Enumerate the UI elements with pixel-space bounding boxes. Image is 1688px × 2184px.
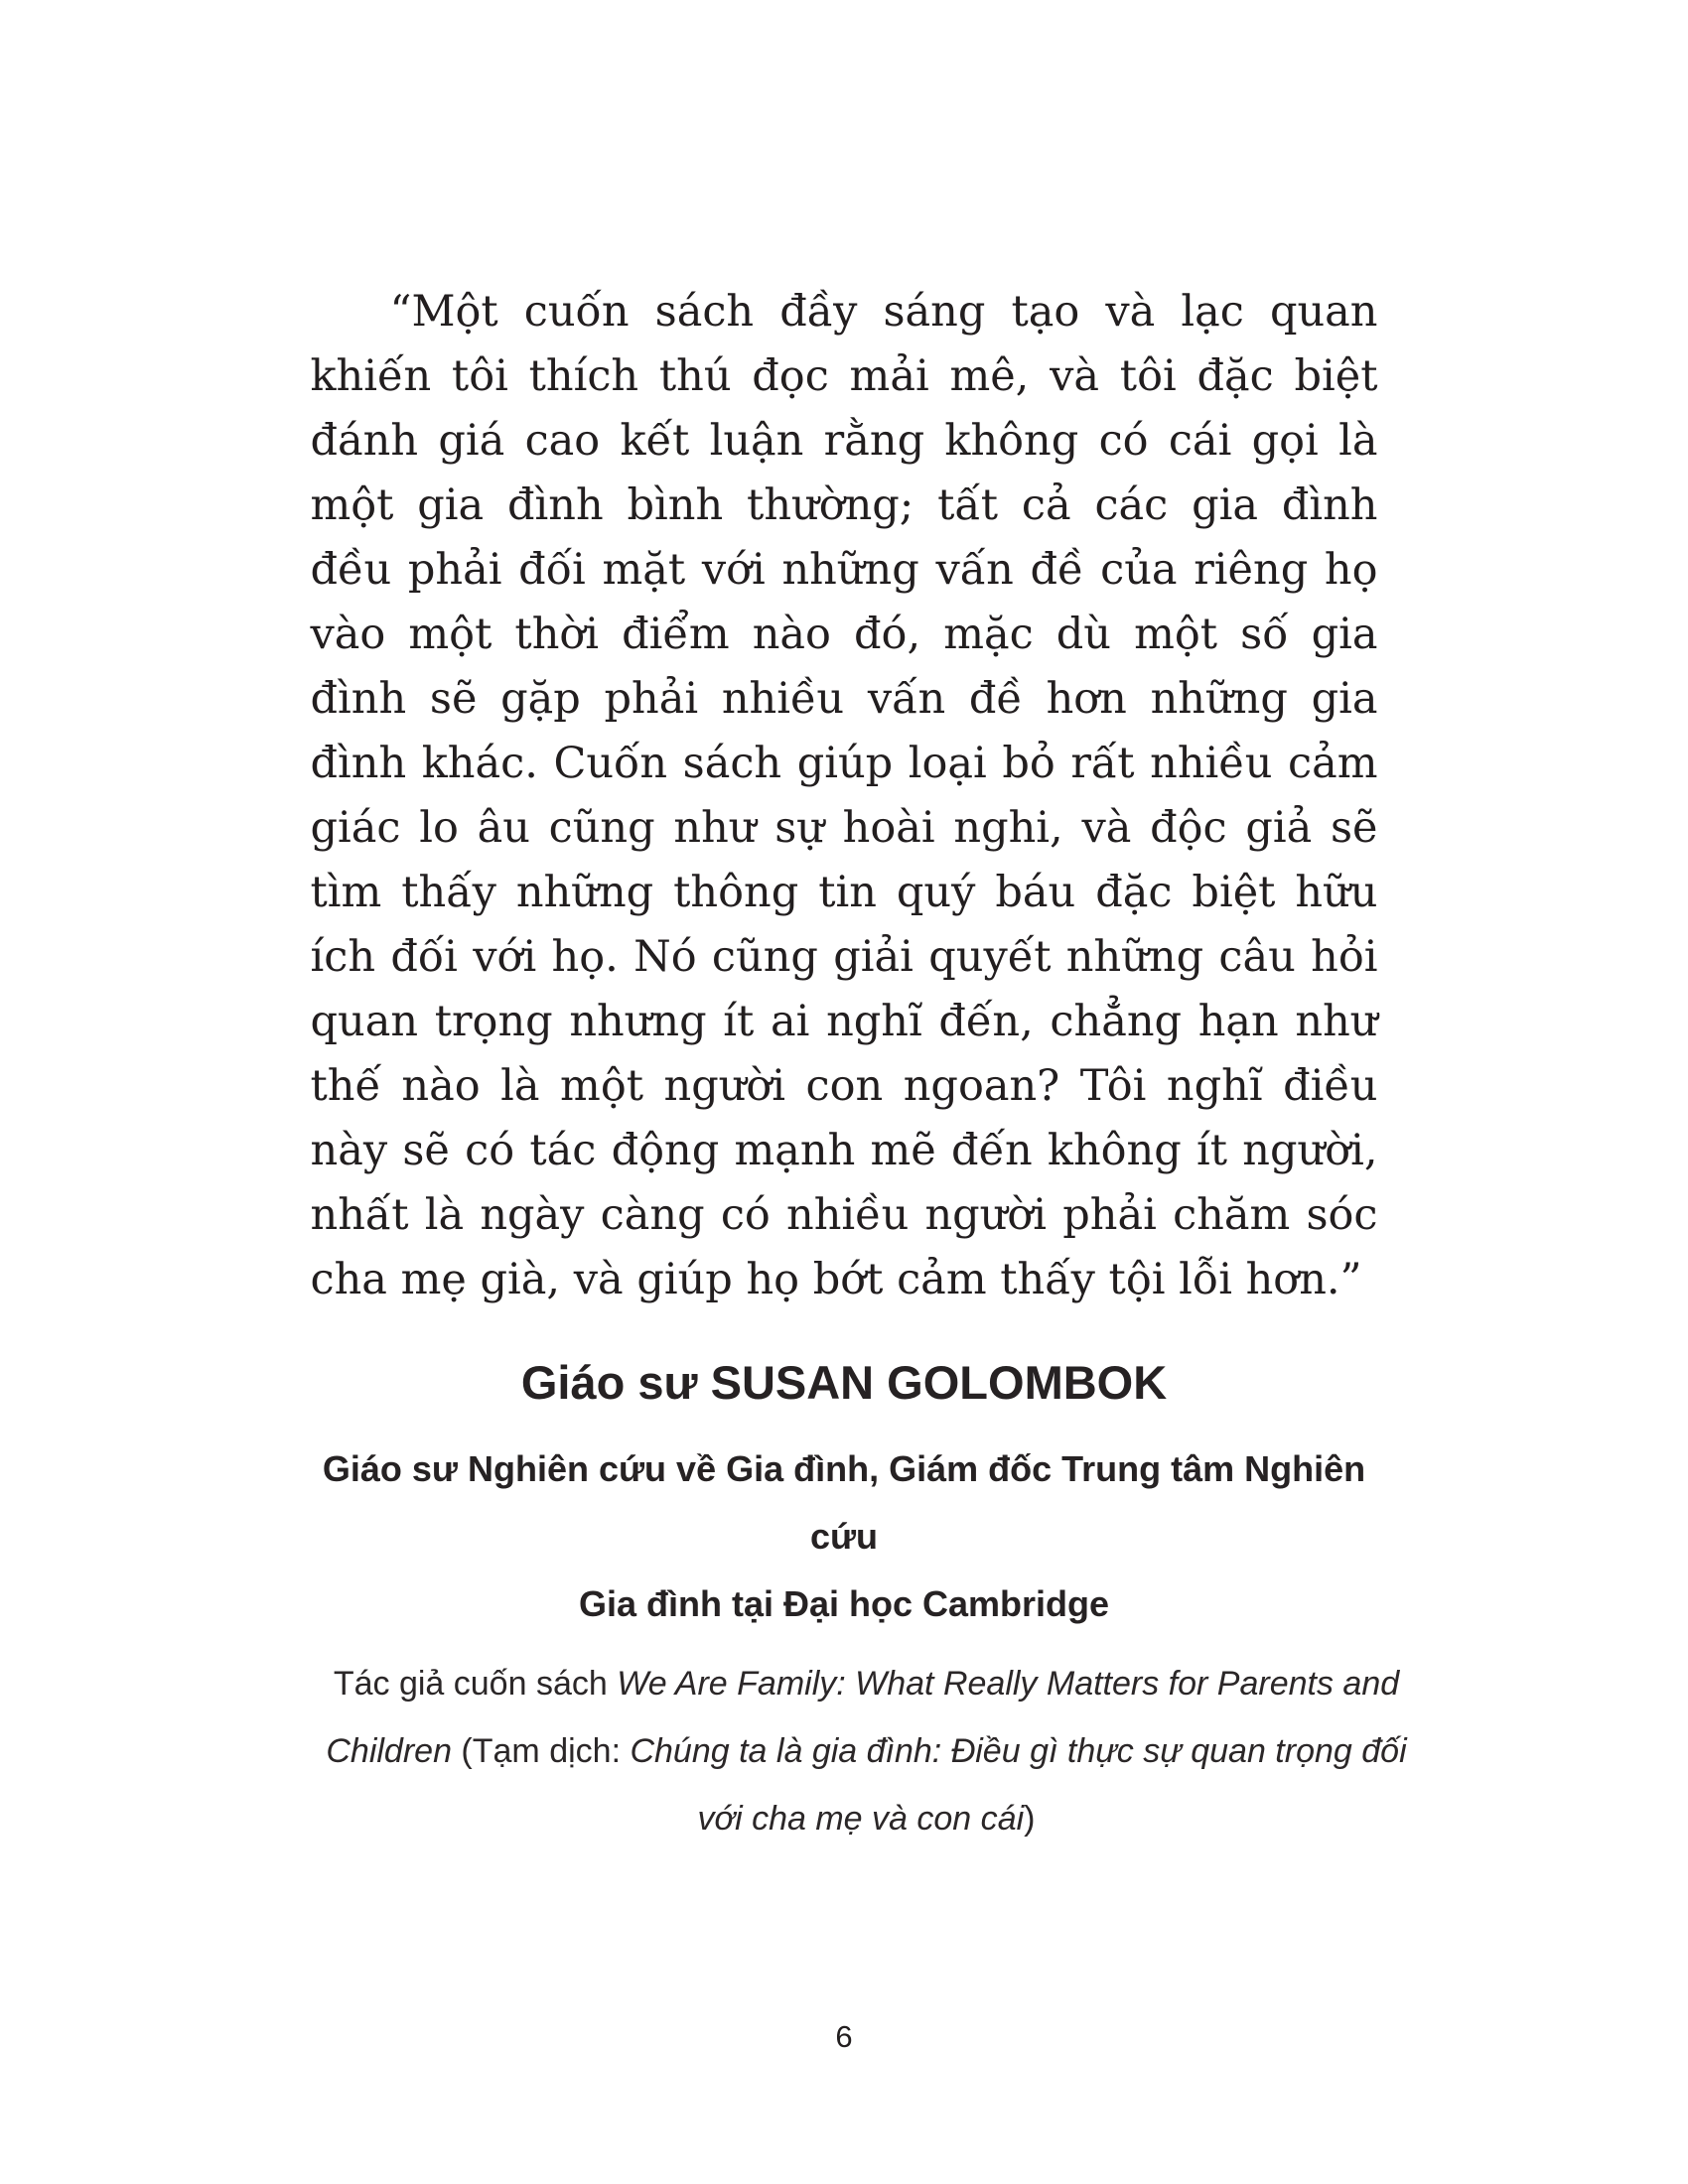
author-note <box>311 1650 1423 1852</box>
book-title-english: We Are Family: What Really Matters for Parents and Children <box>326 1665 1400 1770</box>
endorser-name: Giáo sư SUSAN GOLOMBOK <box>520 1356 1168 1409</box>
author-note-prefix: Tác giả cuốn sách <box>333 1665 618 1703</box>
page-content <box>310 0 1407 1852</box>
author-note-middle: (Tạm dịch: <box>451 1732 631 1770</box>
endorser-role-line-2: Gia đình tại Đại học Cambridge <box>578 1583 1110 1624</box>
endorser-role-block <box>311 1435 1378 1638</box>
testimonial-quote: “Một cuốn sách đầy sáng tạo và lạc quan khiến tôi thích thú đọc mải mê, và tôi đặc biệt đánh giá cao kết luận rằng không có cái gọi là một gia đình bình thường; tất cả các gia đình đều phải đối mặt với những vấn đề của riêng họ vào một thời điểm nào đó, mặc dù một số gia đình sẽ gặp phải nhiều vấn đề hơn những gia đình khác. Cuốn sách giúp loại bỏ rất nhiều cảm giác lo âu cũng như sự hoài nghi, và độc giả sẽ tìm thấy những thông tin quý báu đặc biệt hữu ích đối với họ. Nó cũng giải quyết những câu hỏi quan trọng nhưng ít ai nghĩ đến, chẳng hạn như thế nào là một người con ngoan? Tôi nghĩ điều này sẽ có tác động mạnh mẽ đến không ít người, nhất là ngày càng có nhiều người phải chăm sóc cha mẹ già, và giúp họ bớt cảm thấy tội lỗi hơn.” <box>310 287 1378 1304</box>
author-note-suffix: ) <box>1024 1800 1036 1838</box>
page-number: 6 <box>835 2019 853 2054</box>
book-title-vietnamese: Chúng ta là gia đình: Điều gì thực sự quan trọng đối với cha mẹ và con cái <box>630 1732 1407 1838</box>
endorser-role-line-1: Giáo sư Nghiên cứu về Gia đình, Giám đốc Trung tâm Nghiên cứu <box>322 1448 1366 1557</box>
